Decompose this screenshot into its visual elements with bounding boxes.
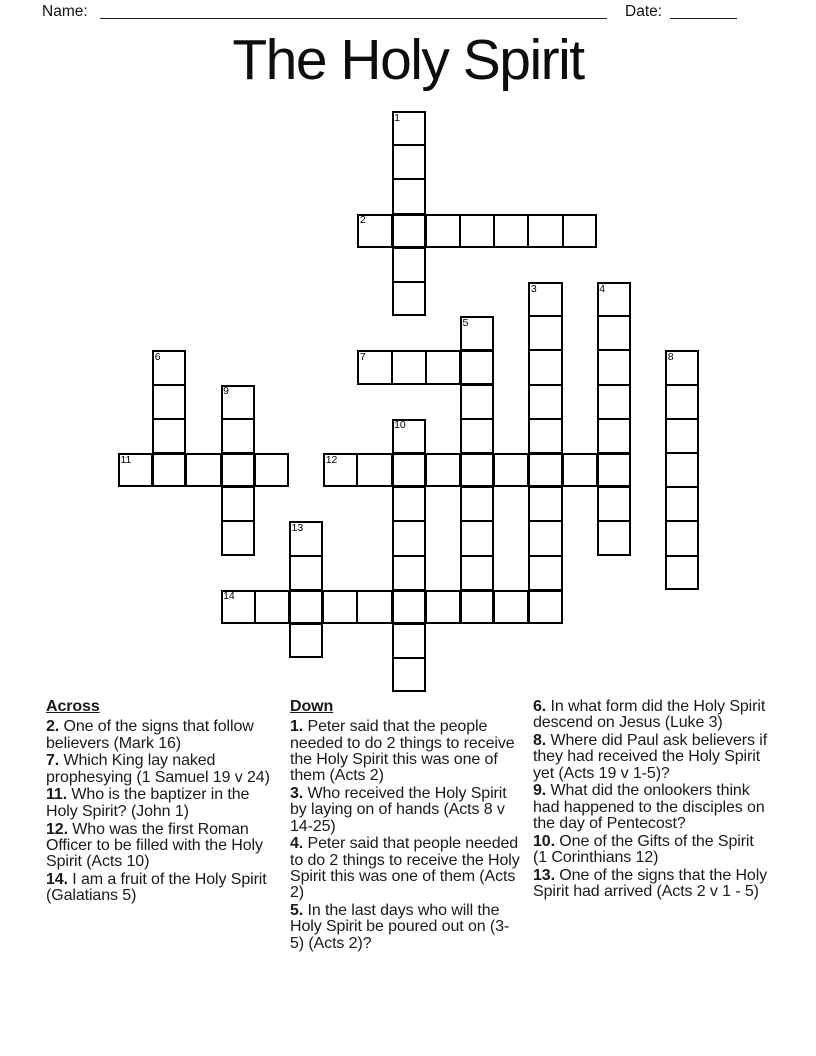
grid-cell[interactable] (323, 590, 357, 624)
grid-cell[interactable] (460, 214, 494, 248)
grid-cell[interactable] (221, 487, 255, 521)
grid-cell[interactable] (357, 453, 391, 487)
cell-number: 13 (291, 521, 304, 534)
grid-cell[interactable] (494, 453, 528, 487)
grid-cell[interactable] (426, 350, 460, 384)
grid-cell[interactable] (528, 419, 562, 453)
grid-cell[interactable] (460, 419, 494, 453)
cell-number: 2 (359, 214, 366, 227)
grid-cell[interactable] (665, 521, 699, 555)
grid-cell[interactable] (289, 590, 323, 624)
name-label: Name: (42, 3, 88, 20)
grid-cell[interactable] (528, 521, 562, 555)
grid-cell[interactable] (221, 453, 255, 487)
grid-cell[interactable] (426, 214, 460, 248)
across-clues-column (46, 699, 276, 906)
down-clues-continued-list (533, 699, 771, 901)
grid-cell[interactable] (392, 214, 426, 248)
grid-cell[interactable] (460, 350, 494, 384)
clue-5: 5. In the last days who will the Holy Spirit be poured out on (3-5) (Acts 2)? (290, 902, 510, 952)
cell-number: 3 (530, 282, 537, 295)
grid-cell[interactable] (494, 590, 528, 624)
grid-cell[interactable] (665, 385, 699, 419)
clue-10: 10. One of the Gifts of the Spirit (1 Corinthians 12) (533, 832, 754, 867)
grid-cell[interactable] (392, 590, 426, 624)
grid-cell[interactable] (357, 214, 391, 248)
grid-cell[interactable] (528, 350, 562, 384)
clue-3: 3. Who received the Holy Spirit by laying on of hands (Acts 8 v 14-25) (290, 784, 507, 835)
grid-cell[interactable] (392, 350, 426, 384)
grid-cell[interactable] (665, 487, 699, 521)
cell-number: 5 (462, 316, 469, 329)
grid-cell[interactable] (460, 556, 494, 590)
grid-cell[interactable] (357, 590, 391, 624)
grid-cell[interactable] (392, 521, 426, 555)
down-heading: Down (290, 698, 334, 715)
grid-cell[interactable] (392, 556, 426, 590)
clue-1: 1. Peter said that the people needed to do 2 things to receive the Holy Spirit this was one of them (Acts 2) (290, 718, 515, 785)
across-clues-list (46, 719, 276, 904)
grid-cell[interactable] (323, 453, 357, 487)
grid-cell[interactable] (528, 316, 562, 350)
cell-number: 14 (223, 590, 235, 603)
grid-cell[interactable] (460, 453, 494, 487)
grid-cell[interactable] (597, 487, 631, 521)
grid-cell[interactable] (152, 385, 186, 419)
clue-9: 9. What did the onlookers think had happened to the disciples on the day of Pentecost? (533, 782, 765, 833)
down-clues-list (290, 719, 520, 952)
clue-7: 7. Which King lay naked prophesying (1 Samuel 19 v 24) (46, 752, 270, 786)
grid-cell[interactable] (460, 590, 494, 624)
cell-number: 10 (394, 419, 406, 432)
grid-cell[interactable] (357, 350, 391, 384)
grid-cell[interactable] (665, 556, 699, 590)
clue-6: 6. In what form did the Holy Spirit descend on Jesus (Luke 3) (533, 698, 766, 732)
grid-cell[interactable] (152, 419, 186, 453)
grid-cell[interactable] (392, 419, 426, 453)
grid-cell[interactable] (597, 282, 631, 316)
grid-cell[interactable] (392, 282, 426, 316)
grid-cell[interactable] (426, 590, 460, 624)
grid-cell[interactable] (460, 521, 494, 555)
grid-cell[interactable] (289, 556, 323, 590)
grid-cell[interactable] (597, 350, 631, 384)
cell-number: 6 (154, 350, 161, 363)
grid-cell[interactable] (665, 419, 699, 453)
grid-cell[interactable] (494, 214, 528, 248)
grid-cell[interactable] (597, 316, 631, 350)
grid-cell[interactable] (392, 248, 426, 282)
grid-cell[interactable] (392, 179, 426, 213)
date-label: Date: (625, 3, 663, 20)
cell-number: 1 (394, 111, 400, 124)
grid-cell[interactable] (597, 385, 631, 419)
down-clues-continued-column (533, 699, 771, 902)
down-clues-column (290, 699, 520, 953)
grid-cell[interactable] (289, 521, 323, 555)
grid-cell[interactable] (460, 385, 494, 419)
grid-cell[interactable] (665, 453, 699, 487)
grid-cell[interactable] (221, 419, 255, 453)
grid-cell[interactable] (392, 624, 426, 658)
grid-cell[interactable] (460, 316, 494, 350)
grid-cell[interactable] (392, 658, 426, 692)
grid-cell[interactable] (186, 453, 220, 487)
grid-cell[interactable] (118, 453, 152, 487)
cell-number: 8 (667, 350, 674, 363)
grid-cell[interactable] (152, 350, 186, 384)
grid-cell[interactable] (528, 214, 562, 248)
grid-cell[interactable] (392, 111, 426, 145)
grid-cell[interactable] (528, 453, 562, 487)
grid-cell[interactable] (665, 350, 699, 384)
clue-12: 12. Who was the first Roman Officer to be filled with the Holy Spirit (Acts 10) (46, 820, 263, 871)
cell-number: 9 (223, 385, 229, 398)
across-heading: Across (46, 698, 100, 715)
grid-cell[interactable] (563, 453, 597, 487)
grid-cell[interactable] (528, 282, 562, 316)
grid-cell[interactable] (597, 453, 631, 487)
grid-cell[interactable] (528, 590, 562, 624)
grid-cell[interactable] (528, 487, 562, 521)
grid-cell[interactable] (460, 487, 494, 521)
grid-cell[interactable] (392, 487, 426, 521)
grid-cell[interactable] (528, 385, 562, 419)
grid-cell[interactable] (255, 590, 289, 624)
grid-cell[interactable] (221, 590, 255, 624)
grid-cell[interactable] (563, 214, 597, 248)
grid-cell[interactable] (392, 145, 426, 179)
puzzle-title: The Holy Spirit (232, 28, 584, 92)
grid-cell[interactable] (289, 624, 323, 658)
clue-13: 13. One of the signs that the Holy Spirit had arrived (Acts 2 v 1 - 5) (533, 866, 768, 901)
grid-cell[interactable] (426, 453, 460, 487)
clue-11: 11. Who is the baptizer in the Holy Spirit? (John 1) (46, 786, 250, 820)
grid-cell[interactable] (221, 521, 255, 555)
grid-cell[interactable] (255, 453, 289, 487)
grid-cell[interactable] (152, 453, 186, 487)
cell-number: 11 (120, 453, 132, 466)
cell-number: 12 (325, 453, 338, 466)
clue-14: 14. I am a fruit of the Holy Spirit (Galatians 5) (46, 870, 267, 905)
clue-4: 4. Peter said that people needed to do 2 things to receive the Holy Spirit this was one of them (Acts 2) (290, 835, 520, 902)
cell-number: 4 (599, 282, 606, 295)
clue-8: 8. Where did Paul ask believers if they had received the Holy Spirit yet (Acts 19 v 1-5)? (533, 732, 768, 782)
cell-number: 7 (359, 350, 366, 363)
grid-cell[interactable] (528, 556, 562, 590)
grid-cell[interactable] (597, 419, 631, 453)
grid-cell[interactable] (221, 385, 255, 419)
clue-2: 2. One of the signs that follow believers (Mark 16) (46, 718, 254, 752)
grid-cell[interactable] (392, 453, 426, 487)
grid-cell[interactable] (597, 521, 631, 555)
